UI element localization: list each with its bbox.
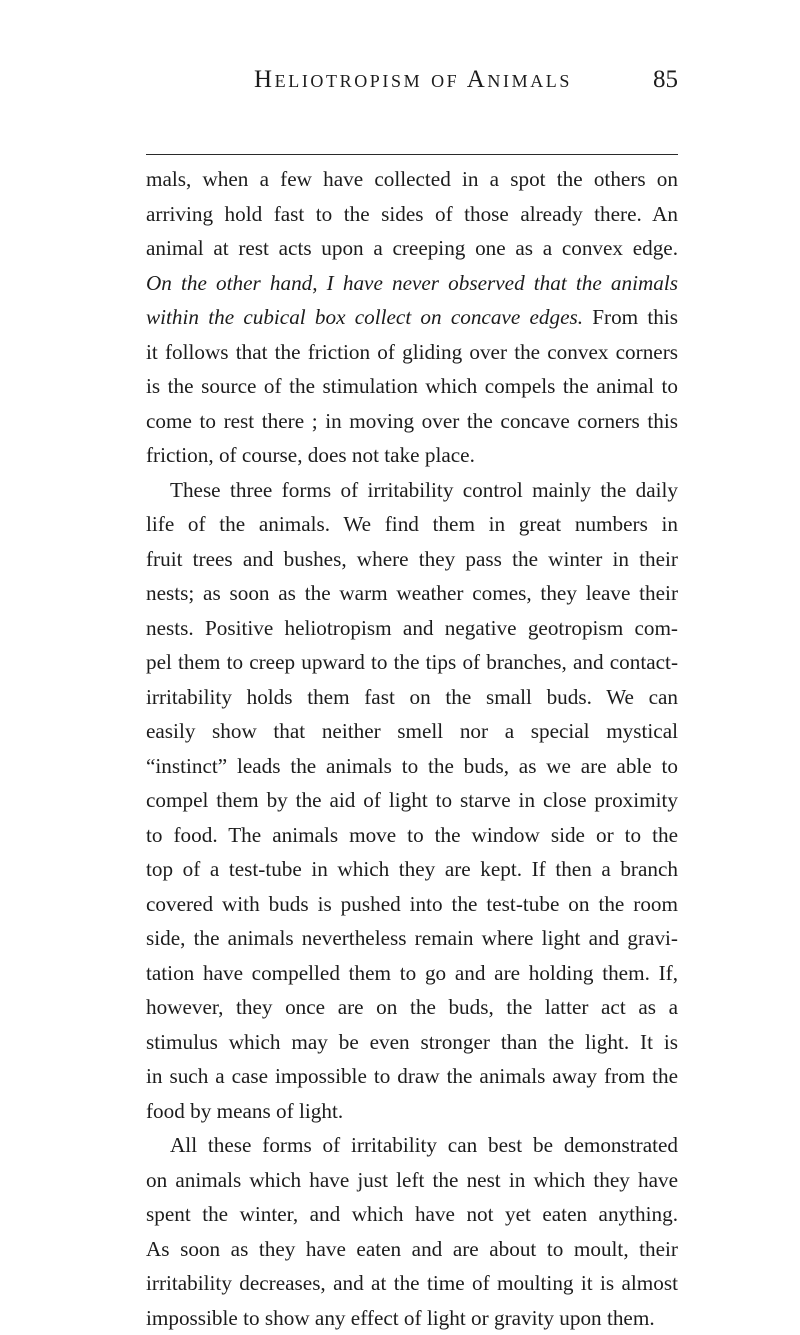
text-line: to food. The animals move to the window side or to the [146, 818, 678, 853]
text-line-mixed: within the cubical box collect on concave edges. From this [146, 300, 678, 335]
running-title: Heliotropism of Animals [148, 60, 678, 100]
text-line: top of a test-tube in which they are kept. If then a branch [146, 852, 678, 887]
text-line-italic: On the other hand, I have never observed that the animals [146, 266, 678, 301]
text-line: nests. Positive heliotropism and negative geotropism com- [146, 611, 678, 646]
text-line: compel them by the aid of light to starve in close proximity [146, 783, 678, 818]
header-rule [146, 154, 678, 155]
text-line: irritability holds them fast on the small buds. We can [146, 680, 678, 715]
text-line: stimulus which may be even stronger than the light. It is [146, 1025, 678, 1060]
text-line: “instinct” leads the animals to the buds, as we are able to [146, 749, 678, 784]
text-line: tation have compelled them to go and are holding them. If, [146, 956, 678, 991]
text-line: covered with buds is pushed into the test-tube on the room [146, 887, 678, 922]
text-line: is the source of the stimulation which compels the animal to [146, 369, 678, 404]
text-line: in such a case impossible to draw the animals away from the [146, 1059, 678, 1094]
text-line-paragraph-start: All these forms of irritability can best be demonstrated [146, 1128, 678, 1163]
text-line: irritability decreases, and at the time of moulting it is almost [146, 1266, 678, 1301]
text-line-paragraph-start: These three forms of irritability control mainly the daily [146, 473, 678, 508]
text-line: life of the animals. We find them in great numbers in [146, 507, 678, 542]
text-line: easily show that neither smell nor a special mystical [146, 714, 678, 749]
text-line: mals, when a few have collected in a spot the others on [146, 162, 678, 197]
text-line: pel them to creep upward to the tips of branches, and contact- [146, 645, 678, 680]
text-line-paragraph-end: impossible to show any effect of light or gravity upon them. [146, 1301, 678, 1335]
page-number: 85 [653, 60, 678, 100]
text-line: spent the winter, and which have not yet eaten anything. [146, 1197, 678, 1232]
text-line: side, the animals nevertheless remain where light and gravi- [146, 921, 678, 956]
text-line: animal at rest acts upon a creeping one as a convex edge. [146, 231, 678, 266]
text-line: on animals which have just left the nest in which they have [146, 1163, 678, 1198]
running-head [148, 60, 678, 100]
text-line: however, they once are on the buds, the latter act as a [146, 990, 678, 1025]
text-line-paragraph-end: food by means of light. [146, 1094, 678, 1129]
text-line: As soon as they have eaten and are about to moult, their [146, 1232, 678, 1267]
body-text [146, 162, 678, 1335]
text-line: nests; as soon as the warm weather comes, they leave their [146, 576, 678, 611]
text-line: come to rest there ; in moving over the concave corners this [146, 404, 678, 439]
text-line-paragraph-end: friction, of course, does not take place. [146, 438, 678, 473]
text-line: it follows that the friction of gliding over the convex corners [146, 335, 678, 370]
text-line: fruit trees and bushes, where they pass the winter in their [146, 542, 678, 577]
text-line: arriving hold fast to the sides of those already there. An [146, 197, 678, 232]
